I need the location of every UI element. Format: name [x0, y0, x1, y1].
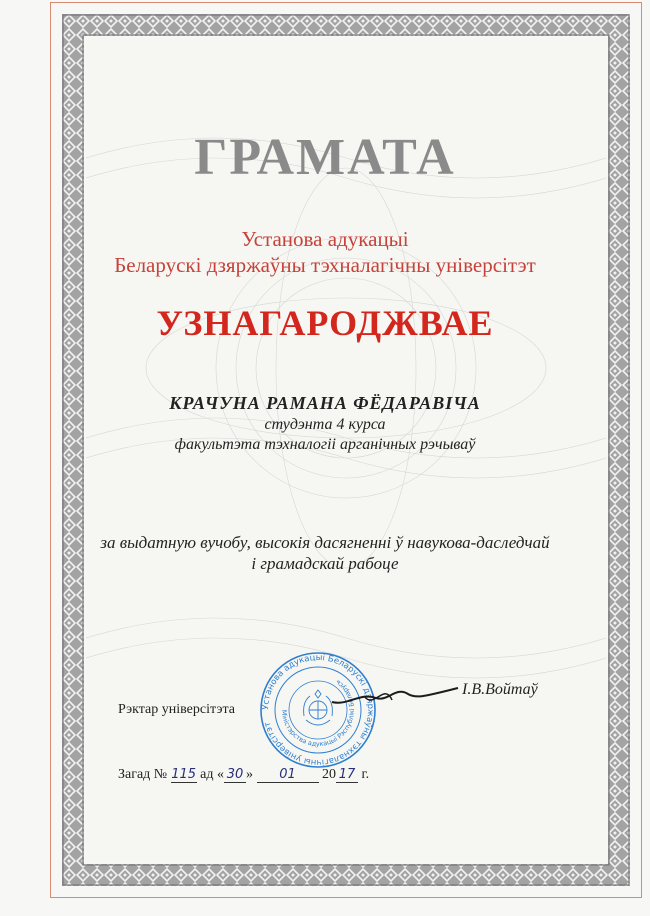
order-day: 30	[226, 767, 244, 782]
institution-line-1: Установа адукацыі	[241, 227, 409, 251]
rector-signature	[330, 676, 460, 716]
rector-name: І.В.Войтаў	[462, 681, 538, 698]
recipient-faculty: факультэта тэхналогіі арганічных рэчываў	[174, 436, 476, 453]
order-month: 01	[279, 767, 296, 782]
order-suffix: г.	[361, 767, 370, 782]
recipient-status: студэнта 4 курса	[264, 416, 386, 433]
order-year: 17	[338, 767, 356, 782]
order-prefix: Загад №	[118, 767, 168, 782]
certificate-title: ГРАМАТА	[194, 129, 456, 186]
seal-inner-text: Міністэрства адукацыі Рэспублікі Беларусь	[279, 678, 357, 749]
recipient-name: КРАЧУНА РАМАНА ФЁДАРАВІЧА	[169, 393, 481, 413]
order-date-mid: »	[246, 767, 254, 782]
seal-outer-text: Установа адукацыі Беларускі дзяржаўны тэхналагічны універсітэт	[260, 652, 376, 768]
order-date-prefix: ад «	[200, 767, 225, 782]
order-number: 115	[171, 767, 197, 782]
award-heading: УЗНАГАРОДЖВАЕ	[156, 303, 494, 343]
rector-label: Рэктар універсітэта	[118, 702, 235, 717]
award-reason-line-1: за выдатную вучобу, высокія дасягненні ў навукова-даследчай	[100, 533, 550, 552]
award-reason-line-2: і грамадскай рабоце	[251, 554, 399, 573]
order-line	[118, 767, 369, 783]
order-year-prefix: 20	[322, 767, 337, 782]
coat-of-arms-icon	[304, 690, 333, 725]
institution-line-2: Беларускі дзяржаўны тэхналагічны універсітэт	[114, 253, 536, 277]
